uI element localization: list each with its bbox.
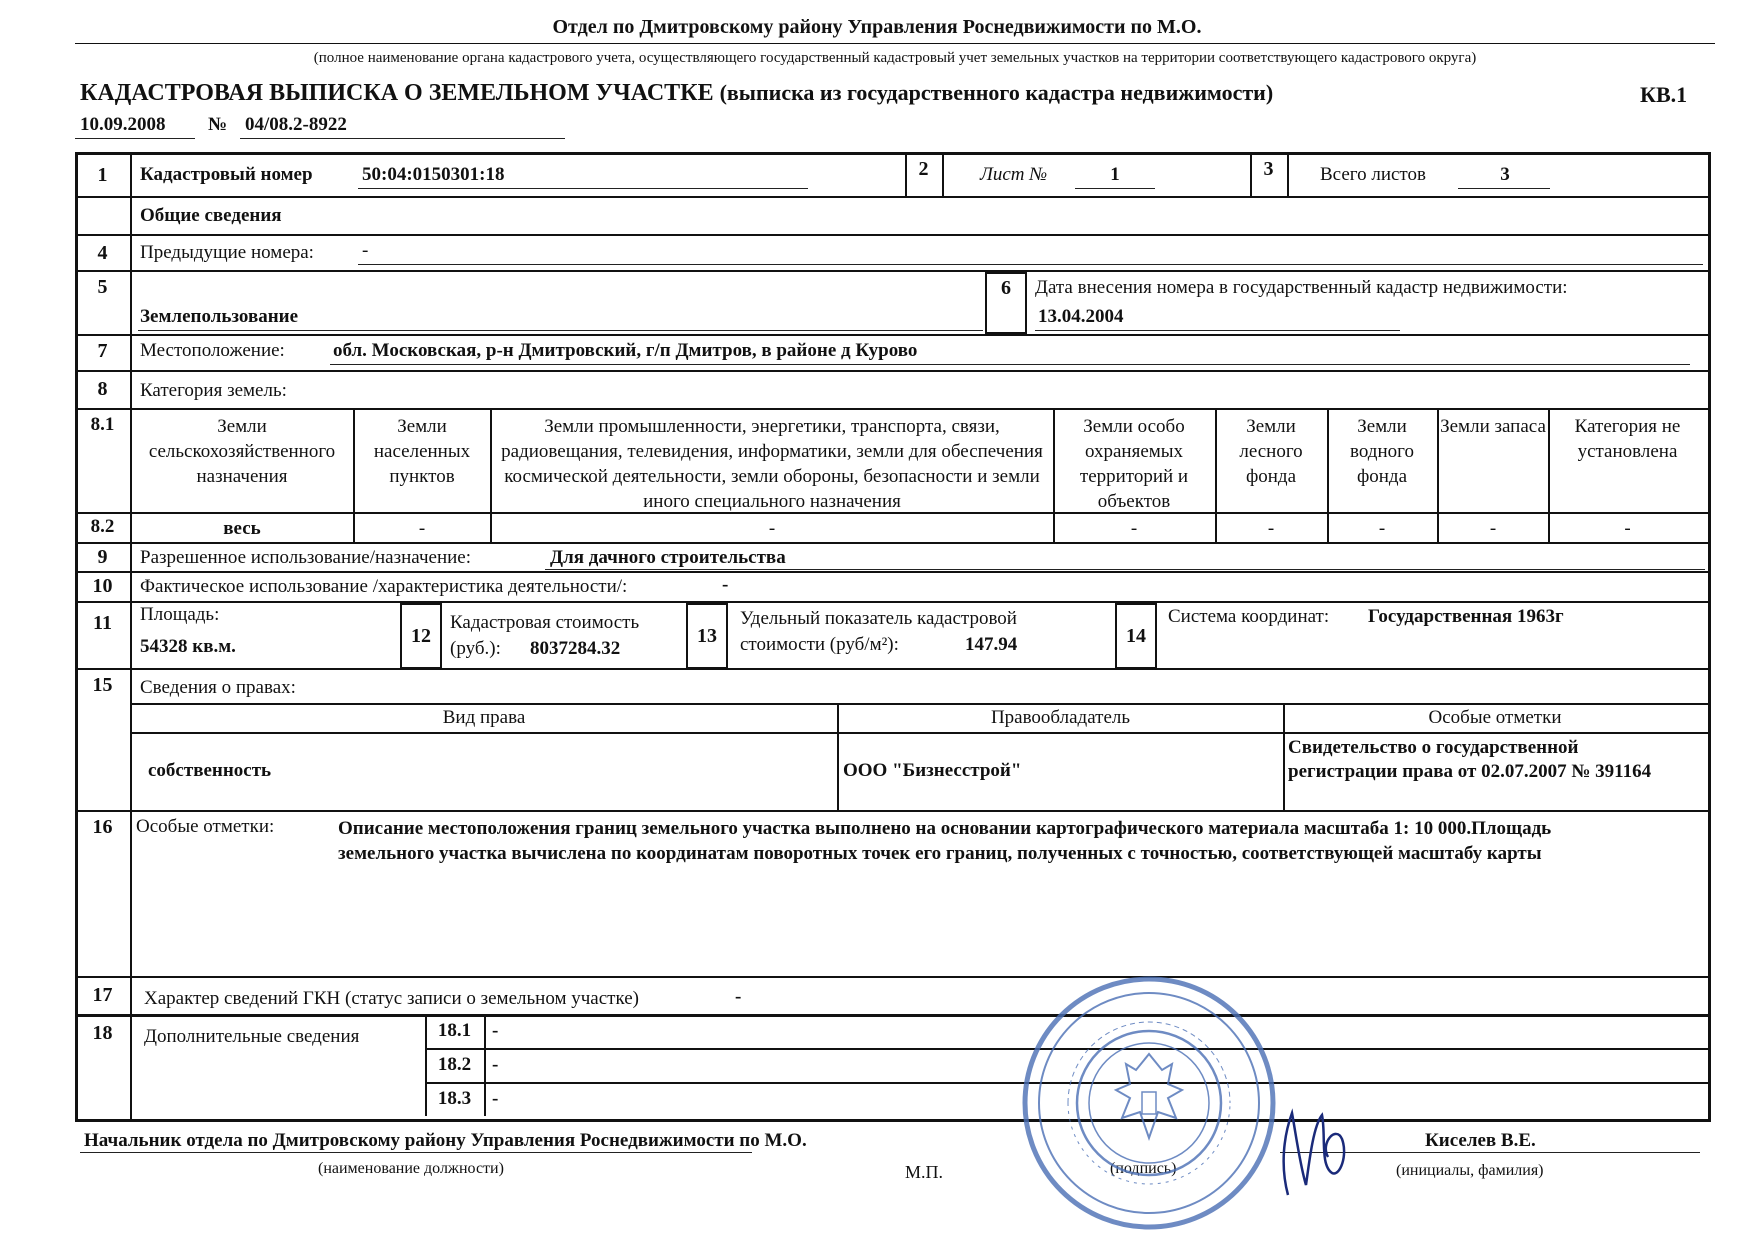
number-underline bbox=[240, 138, 565, 139]
cell-divider bbox=[490, 408, 492, 542]
row-line bbox=[75, 408, 1708, 410]
row-line bbox=[75, 668, 1708, 670]
special-notes-value: Описание местоположения границ земельного участка выполнено на основании картографического материала масштаба 1: 10 000.Площадь земельного участка вычислена по координатам поворотных точек его границ, полученных с точностью, соответствующей масштабу карты bbox=[338, 818, 1552, 864]
right-notes: Свидетельство о государственной регистрации права от 02.07.2007 № 391164 bbox=[1288, 737, 1652, 782]
cadastral-cost-value: 8037284.32 bbox=[530, 638, 621, 659]
subrow-number: 18.2 bbox=[437, 1054, 472, 1075]
row-number: 11 bbox=[93, 612, 112, 634]
row-number: 1 bbox=[97, 164, 108, 186]
number-sign: № bbox=[208, 114, 228, 135]
row-number: 15 bbox=[92, 674, 113, 696]
row-number: 8 bbox=[97, 378, 108, 400]
row-number: 6 bbox=[985, 272, 1027, 334]
category-water: Земли водного фонда bbox=[1350, 416, 1414, 487]
doc-number: 04/08.2-8922 bbox=[245, 114, 347, 135]
underline bbox=[358, 264, 1703, 265]
cell-divider bbox=[1287, 152, 1289, 196]
underline bbox=[358, 188, 808, 189]
area-value: 54328 кв.м. bbox=[140, 636, 236, 657]
right-holder: ООО "Бизнесстрой" bbox=[843, 760, 1022, 781]
row-line bbox=[75, 810, 1708, 812]
signer-name: Киселев В.Е. bbox=[1425, 1130, 1536, 1151]
subrow-number: 18.3 bbox=[437, 1088, 472, 1109]
underline bbox=[1075, 188, 1155, 189]
additional-info-label: Дополнительные сведения bbox=[144, 1026, 360, 1047]
category-settlements: Земли населенных пунктов bbox=[373, 416, 471, 487]
row-line bbox=[75, 976, 1708, 978]
category-protected: Земли особо охраняемых территорий и объектов bbox=[1079, 416, 1189, 512]
signer-position: Начальник отдела по Дмитровскому району Управления Роснедвижимости по М.О. bbox=[84, 1130, 807, 1151]
specific-cost-value: 147.94 bbox=[965, 634, 1018, 655]
row-line bbox=[75, 542, 1708, 544]
subrow-value: - bbox=[492, 1020, 499, 1041]
row-line bbox=[75, 601, 1708, 603]
row-number: 4 bbox=[97, 242, 108, 264]
name-hint: (инициалы, фамилия) bbox=[1396, 1162, 1544, 1179]
row-number: 8.1 bbox=[90, 414, 115, 435]
previous-numbers-label: Предыдущие номера: bbox=[140, 242, 314, 263]
registration-date-value: 13.04.2004 bbox=[1038, 306, 1124, 327]
doc-date: 10.09.2008 bbox=[80, 114, 166, 135]
row-number: 7 bbox=[97, 340, 108, 362]
official-stamp bbox=[1018, 972, 1280, 1234]
row-number: 18 bbox=[92, 1022, 113, 1044]
location-value: обл. Московская, р-н Дмитровский, г/п Дмитров, в районе д Курово bbox=[333, 340, 918, 361]
location-label: Местоположение: bbox=[140, 340, 285, 361]
signature bbox=[1270, 1095, 1360, 1205]
form-code: КВ.1 bbox=[1640, 82, 1688, 107]
rights-header-type: Вид права bbox=[442, 707, 526, 728]
category-agricultural: Земли сельскохозяйственного назначения bbox=[148, 416, 336, 487]
category-industry: Земли промышленности, энергетики, транспорта, связи, радиовещания, телевидения, информатики, земли для обеспечения космической деятельности, земли обороны, безопасности и земли иного специального назначения bbox=[501, 416, 1043, 512]
subrow-value: - bbox=[492, 1054, 499, 1075]
category-reserve: Земли запаса bbox=[1440, 416, 1546, 437]
signature-hint: (подпись) bbox=[1110, 1160, 1177, 1177]
cadastral-cost-label: Кадастровая стоимость bbox=[450, 612, 640, 633]
cadastral-cost-unit: (руб.): bbox=[450, 638, 501, 659]
row-line bbox=[75, 270, 1708, 272]
subrow-value: - bbox=[492, 1088, 499, 1109]
cell-divider bbox=[942, 152, 944, 196]
office-underline bbox=[75, 43, 1715, 44]
land-use-type: Землепользование bbox=[140, 306, 299, 327]
date-underline bbox=[75, 138, 195, 139]
subrow-number: 18.1 bbox=[437, 1020, 472, 1041]
specific-cost-unit: стоимости (руб/м²): bbox=[740, 634, 899, 655]
row-line bbox=[75, 196, 1708, 198]
specific-cost-label: Удельный показатель кадастровой bbox=[740, 608, 1017, 629]
row-line bbox=[75, 334, 1708, 336]
category-value: весь bbox=[223, 518, 261, 539]
category-undefined: Категория не установлена bbox=[1574, 416, 1681, 462]
underline bbox=[545, 569, 1705, 570]
category-value: - bbox=[418, 518, 426, 539]
category-value: - bbox=[768, 518, 776, 539]
row-number: 9 bbox=[97, 546, 108, 568]
underline bbox=[1458, 188, 1550, 189]
special-notes-label: Особые отметки: bbox=[136, 816, 275, 837]
category-value: - bbox=[1267, 518, 1275, 539]
office-hint: (полное наименование органа кадастрового учета, осуществляющего государственный кадастровый учет земельных участков на территории соответствующего кадастрового округа) bbox=[313, 50, 1477, 66]
cell-divider bbox=[484, 1014, 486, 1116]
title-sub: (выписка из государственного кадастра недвижимости) bbox=[719, 80, 1274, 105]
underline bbox=[330, 364, 1690, 365]
sheet-value: 1 bbox=[1110, 164, 1120, 185]
underline bbox=[80, 1152, 752, 1153]
sheet-label: Лист № bbox=[980, 164, 1048, 185]
gkn-status-value: - bbox=[735, 986, 742, 1007]
row-number: 13 bbox=[686, 603, 728, 669]
seal-place: М.П. bbox=[905, 1162, 944, 1182]
office-name: Отдел по Дмитровскому району Управления Роснедвижимости по М.О. bbox=[552, 16, 1202, 38]
registration-date-label: Дата внесения номера в государственный кадастр недвижимости: bbox=[1035, 277, 1568, 298]
row-line bbox=[130, 732, 1708, 734]
general-info-heading: Общие сведения bbox=[140, 205, 282, 226]
cadastral-number-value: 50:04:0150301:18 bbox=[362, 164, 505, 185]
right-type: собственность bbox=[148, 760, 272, 781]
permitted-use-value: Для дачного строительства bbox=[550, 547, 786, 568]
underline bbox=[1035, 330, 1400, 331]
category-forest: Земли лесного фонда bbox=[1239, 416, 1303, 487]
actual-use-label: Фактическое использование /характеристика деятельности/: bbox=[140, 576, 628, 597]
coordinate-system-value: Государственная 1963г bbox=[1368, 606, 1564, 627]
rights-header-owner: Правообладатель bbox=[990, 707, 1131, 728]
row-number: 3 bbox=[1263, 158, 1274, 180]
gkn-status-label: Характер сведений ГКН (статус записи о земельном участке) bbox=[144, 988, 639, 1009]
rights-header-notes: Особые отметки bbox=[1428, 707, 1562, 728]
permitted-use-label: Разрешенное использование/назначение: bbox=[140, 547, 471, 568]
coordinate-system-label: Система координат: bbox=[1168, 606, 1330, 627]
row-number: 12 bbox=[400, 603, 442, 669]
previous-numbers-value: - bbox=[362, 240, 369, 261]
row-line bbox=[75, 234, 1708, 236]
category-value: - bbox=[1489, 518, 1497, 539]
row-number: 17 bbox=[92, 984, 113, 1006]
row-number: 8.2 bbox=[90, 516, 115, 537]
position-hint: (наименование должности) bbox=[318, 1160, 504, 1177]
total-sheets-label: Всего листов bbox=[1320, 164, 1426, 185]
underline bbox=[138, 330, 983, 331]
row-line bbox=[75, 1014, 1708, 1017]
cadastral-number-label: Кадастровый номер bbox=[140, 164, 313, 185]
rights-label: Сведения о правах: bbox=[140, 677, 296, 698]
document-title bbox=[80, 80, 1273, 107]
row-number: 14 bbox=[1115, 603, 1157, 669]
row-number: 10 bbox=[92, 575, 113, 597]
category-value: - bbox=[1378, 518, 1386, 539]
land-category-label: Категория земель: bbox=[140, 380, 287, 401]
area-label: Площадь: bbox=[140, 604, 220, 625]
total-sheets-value: 3 bbox=[1500, 164, 1510, 185]
actual-use-value: - bbox=[722, 574, 729, 595]
category-value: - bbox=[1130, 518, 1138, 539]
row-number: 5 bbox=[97, 276, 108, 298]
row-line bbox=[75, 370, 1708, 372]
row-number: 2 bbox=[918, 158, 929, 180]
category-value: - bbox=[1624, 518, 1631, 539]
row-line bbox=[75, 571, 1708, 573]
row-number: 16 bbox=[92, 816, 113, 838]
title-main: КАДАСТРОВАЯ ВЫПИСКА О ЗЕМЕЛЬНОМ УЧАСТКЕ bbox=[80, 80, 714, 106]
